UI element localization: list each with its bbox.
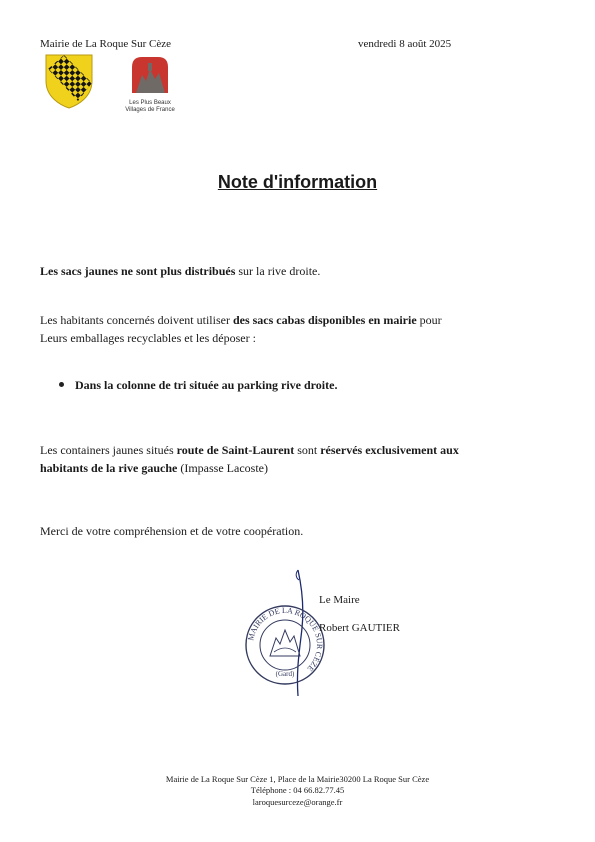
paragraph-text: Les containers jaunes situés [40, 443, 177, 457]
footer-phone: Téléphone : 04 66.82.77.45 [250, 785, 345, 795]
page-title: Note d'information [217, 172, 378, 192]
document-date: vendredi 8 août 2025 [358, 38, 452, 50]
paragraph-containers [40, 441, 560, 477]
paragraph-text: sont [294, 443, 321, 457]
signature-name: Robert GAUTIER [319, 622, 400, 634]
paragraph-sacs-jaunes [40, 262, 560, 280]
paragraph-text: Les habitants concernés doivent utiliser [40, 313, 233, 327]
signature-role: Le Maire [319, 594, 360, 606]
footer-email: laroquesurceze@orange.fr [252, 797, 343, 807]
footer-address: Mairie de La Roque Sur Cèze 1, Place de la Mairie30200 La Roque Sur Cèze [165, 774, 430, 784]
svg-text:MAIRIE DE LA ROQUE SUR CÈZE: MAIRIE DE LA ROQUE SUR CÈZE [246, 605, 325, 674]
paragraph-text: (Impasse Lacoste) [177, 461, 268, 475]
beaux-villages-logo-text: Les Plus Beaux Villages de France [125, 100, 175, 113]
paragraph-text: pour [416, 313, 442, 327]
paragraph-bold: habitants de la rive gauche [40, 461, 178, 475]
beaux-villages-logo [122, 53, 178, 117]
paragraph-text: Leurs emballages recyclables et les déposer : [40, 331, 256, 345]
svg-text:(Gard): (Gard) [275, 670, 295, 678]
thanks-text: Merci de votre compréhension et de votre coopération. [40, 524, 304, 538]
bullet-text: Dans la colonne de tri située au parking rive droite. [75, 378, 338, 392]
paragraph-bold: Les sacs jaunes ne sont plus distribués [40, 264, 236, 278]
official-stamp [244, 604, 326, 686]
paragraph-bold: des sacs cabas disponibles en mairie [232, 313, 417, 327]
coat-of-arms-logo [44, 53, 94, 109]
bullet-icon [59, 382, 64, 387]
paragraph-sacs-cabas [40, 311, 560, 347]
paragraph-bold: route de Saint-Laurent [176, 443, 295, 457]
bullet-item [75, 376, 555, 394]
paragraph-bold: réservés exclusivement aux [320, 443, 459, 457]
paragraph-text: sur la rive droite. [235, 264, 321, 278]
mairie-name: Mairie de La Roque Sur Cèze [40, 38, 172, 50]
